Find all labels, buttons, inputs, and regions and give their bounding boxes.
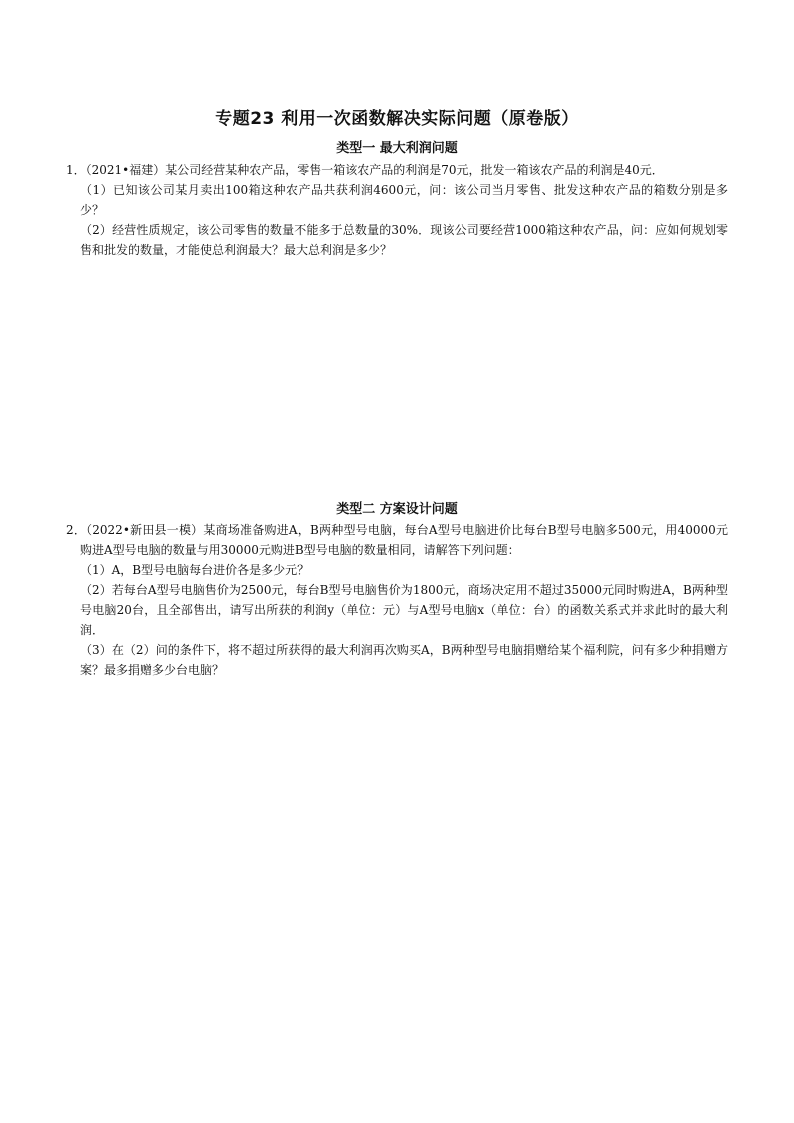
question-2-part-1: （1）A，B型号电脑每台进价各是多少元？ (80, 563, 310, 577)
question-2-part-2: （2）若每台A型号电脑售价为2500元，每台B型号电脑售价为1800元，商场决定用不超过35000元同时购进A，B两种型号电脑20台，且全部售出，请写出所获的利润y（单位：元）与A型号电脑x（单位：台）的函数关系式并求此时的最大利润． (80, 583, 728, 637)
question-2-stem: 2．（2022•新田县一模）某商场准备购进A，B两种型号电脑，每台A型号电脑进价比每台B型号电脑多500元，用40000元购进A型号电脑的数量与用30000元购进B型号电脑的数量相同，请解答下列问题： (66, 523, 728, 557)
question-1-part-2: （2）经营性质规定，该公司零售的数量不能多于总数量的30%．现该公司要经营1000箱这种农产品，问：应如何规划零售和批发的数量，才能使总利润最大？最大总利润是多少？ (80, 223, 728, 257)
page-title: 专题23 利用一次函数解决实际问题（原卷版） (215, 109, 579, 129)
question-1-stem: 1．（2021•福建）某公司经营某种农产品，零售一箱该农产品的利润是70元，批发一箱该农产品的利润是40元． (66, 163, 664, 177)
question-1-part-1: （1）已知该公司某月卖出100箱这种农产品共获利润4600元，问：该公司当月零售、批发这种农产品的箱数分别是多少？ (80, 183, 728, 217)
section-heading-type-1: 类型一 最大利润问题 (336, 141, 458, 156)
question-1 (66, 160, 728, 260)
question-2-part-3: （3）在（2）问的条件下，将不超过所获得的最大利润再次购买A，B两种型号电脑捐赠给某个福利院，问有多少种捐赠方案？最多捐赠多少台电脑？ (80, 643, 728, 677)
question-2 (66, 520, 728, 680)
section-heading-type-2: 类型二 方案设计问题 (336, 502, 458, 517)
